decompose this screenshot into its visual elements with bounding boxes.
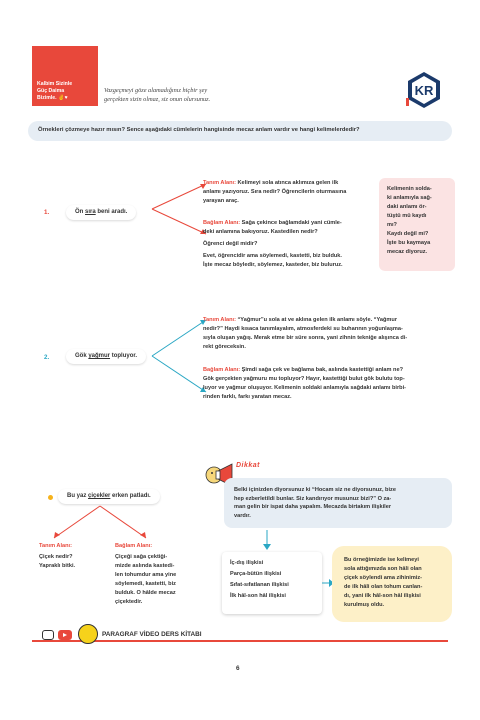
sentence-part: Gök xyxy=(75,353,89,359)
sentence-keyword: çiçekler xyxy=(88,493,111,499)
dikkat-text: vardır. xyxy=(234,512,251,519)
slogan-badge xyxy=(32,46,98,106)
tanim-line xyxy=(203,316,453,325)
example-2-baglam xyxy=(203,366,453,402)
dikkat-box xyxy=(224,478,452,528)
example-1-sentence xyxy=(66,205,136,220)
quote-line-2: gerçekten sizin olmaz, siz onun olursunuz. xyxy=(104,96,211,104)
header-quote xyxy=(104,86,210,104)
page-number: 6 xyxy=(236,665,240,672)
relation-item: İç-dış ilişkisi xyxy=(230,560,264,566)
bullet-dot-icon xyxy=(48,495,53,500)
baglam-text: söylemedi, kastetti, biz xyxy=(115,580,176,587)
explanation-line: dı, yani ilk hâl-son hâl ilişkisi xyxy=(344,592,421,599)
note-line: Kelimenin solda- xyxy=(387,186,432,192)
sentence-part: erken patladı. xyxy=(110,493,151,499)
example-explanation-box xyxy=(332,546,452,622)
sentence-keyword: yağmur xyxy=(88,353,111,359)
baglam-text: İşte mecaz böyledir, söylemez, kasteder, biz buluruz. xyxy=(203,261,343,268)
baglam-text: çiçektedir. xyxy=(115,598,143,605)
note-line: daki anlamı ör- xyxy=(387,203,427,210)
explanation-line: kurulmuş oldu. xyxy=(344,601,385,608)
sentence-part: topluyor. xyxy=(110,353,138,359)
example-1-side-note xyxy=(379,178,455,271)
relation-item: Parça-bütün ilişkisi xyxy=(230,570,282,577)
example-2-sentence xyxy=(66,349,146,364)
tanim-text: Kelimeyi sola atınca aklımıza gelen ilk xyxy=(235,180,339,186)
example-2-number: 2. xyxy=(44,354,50,361)
explanation-line: Bu örneğimizde ise kelimeyi xyxy=(344,557,419,563)
youtube-icon[interactable] xyxy=(58,630,72,640)
baglam-text: luyor ve yağmur oluşuyor. Kelimenin soldaki anlamıyla sağdaki anlamı birbi- xyxy=(203,384,406,391)
example-3-sentence xyxy=(58,489,160,504)
note-line: mecaz diyoruz. xyxy=(387,248,428,255)
intro-prompt: Örnekleri çözmeye hazır mısın? Sence aşağıdaki cümlelerin hangisinde mecaz anlam vardır ve hangi kelimelerdedir? xyxy=(28,121,452,141)
tanim-text: anlamı yazıyoruz. Sıra nedir? Öğrencilerin oturmasına xyxy=(203,188,347,195)
example-1-baglam xyxy=(203,219,383,270)
tanim-text: “Yağmur”u sola at ve aklına gelen ilk anlamı söyle. “Yağmur xyxy=(235,317,397,323)
baglam-text: mizde aslında kastedi- xyxy=(115,562,175,569)
baglam-text: Sağa çekince bağlamdaki yani cümle- xyxy=(240,220,342,226)
tanim-text: sıyla oluşan yağış. Merak etme bir süre sonra, yani zihnin tekniğe alışınca di- xyxy=(203,334,408,341)
note-line: ki anlamıyla sağ- xyxy=(387,194,432,201)
badge-line-3-wrap xyxy=(37,95,95,102)
note-line: Kaydı değil mi? xyxy=(387,230,429,237)
example-3-tanim xyxy=(39,542,109,571)
example-3-baglam xyxy=(115,542,200,607)
baglam-text: Öğrenci değil midir? xyxy=(203,240,258,247)
mascot-logo-icon xyxy=(78,624,98,644)
down-arrow-icon xyxy=(262,530,272,550)
heart-icon: ✌♥ xyxy=(58,95,68,102)
note-line: tüştü mü kaydı xyxy=(387,212,427,219)
dikkat-text: Belki içinizden diyorsunuz ki “Hocam siz ne diyorsunuz, bize xyxy=(234,487,396,493)
explanation-line: de ilk hâli olan tohum canlan- xyxy=(344,583,423,590)
baglam-text: Şimdi sağa çek ve bağlama bak, aslında kastettiği anlam ne? xyxy=(240,367,404,373)
example-1-number: 1. xyxy=(44,209,50,216)
instagram-icon[interactable] xyxy=(42,630,54,640)
quote-line-1: Vazgeçmeyi göze alamadığınız hiçbir şey xyxy=(104,87,208,94)
logo-text: KR xyxy=(414,83,434,98)
note-line: mı? xyxy=(387,221,397,228)
sentence-part: Bu yaz xyxy=(67,493,89,499)
footer-title: PARAGRAF VİDEO DERS KİTABI xyxy=(102,631,202,638)
badge-line-2: Güç Daima xyxy=(37,88,65,95)
baglam-text: bulduk. O hâlde mecaz xyxy=(115,589,176,596)
relation-item: İlk hâl-son hâl ilişkisi xyxy=(230,592,286,599)
dikkat-text: hep ezberletildi bunlar. Siz kandırıyor musunuz bizi?” O za- xyxy=(234,495,392,502)
baglam-line xyxy=(203,219,383,228)
sentence-keyword: sıra xyxy=(85,209,96,215)
relations-list xyxy=(222,552,322,614)
badge-line-3: Bizimle. xyxy=(37,95,57,102)
baglam-label: Bağlam Alanı: xyxy=(115,543,153,549)
tanim-label: Tanım Alanı: xyxy=(203,317,236,323)
baglam-text: Çiçeği sağa çektiği- xyxy=(115,553,168,560)
baglam-text: rinden farklı, farkı yaratan mecaz. xyxy=(203,393,292,400)
baglam-line xyxy=(203,366,453,375)
tanim-text: nedir?” Haydi kısaca tanımlayalım, atmosferdeki su buharının yoğunlaşma- xyxy=(203,325,403,332)
example-2-arrows xyxy=(150,316,210,396)
tanim-label: Tanım Alanı: xyxy=(203,180,236,186)
explanation-line: çiçek söylendi ama zihinimiz- xyxy=(344,574,423,581)
example-2-tanim xyxy=(203,316,453,352)
example-3-arrows xyxy=(40,504,160,544)
dikkat-text: man gelin bir ispat daha yapalım. Mecazda birtakım ilişkiler xyxy=(234,504,391,511)
tanim-text: rekt göreceksin. xyxy=(203,343,246,350)
publisher-logo-icon xyxy=(404,70,444,110)
tanim-label: Tanım Alanı: xyxy=(39,543,72,549)
sentence-part: beni aradı. xyxy=(95,209,128,215)
example-1-tanim xyxy=(203,179,383,206)
baglam-label: Bağlam Alanı: xyxy=(203,220,241,226)
baglam-label: Bağlam Alanı: xyxy=(203,367,241,373)
baglam-text: Evet, öğrencidir ama söylemedi, kastetti, biz bulduk. xyxy=(203,252,342,259)
sentence-part: Ön xyxy=(75,209,85,215)
tanim-text: yarayan araç. xyxy=(203,197,239,204)
tanim-text: Çiçek nedir? xyxy=(39,553,73,560)
explanation-line: sola attığımızda son hâli olan xyxy=(344,565,422,572)
tanim-line xyxy=(203,179,383,188)
baglam-text: len tohumdur ama yine xyxy=(115,571,177,578)
badge-line-1: Kalbim Sizinle xyxy=(37,81,73,87)
example-1-arrows xyxy=(150,180,210,238)
baglam-text: deki anlamına bakıyoruz. Kastedilen nedir? xyxy=(203,228,318,235)
dikkat-title: Dikkat xyxy=(236,462,261,469)
note-line: İşte bu kaymaya xyxy=(387,239,431,246)
baglam-text: Gök gerçekten yağmuru mu topluyor? Hayır, kastettiği bulut gök bulutu top- xyxy=(203,375,405,382)
relation-item: Sıfat-sıfatlanan ilişkisi xyxy=(230,581,289,588)
tanim-text: Yapraklı bitki. xyxy=(39,562,76,569)
